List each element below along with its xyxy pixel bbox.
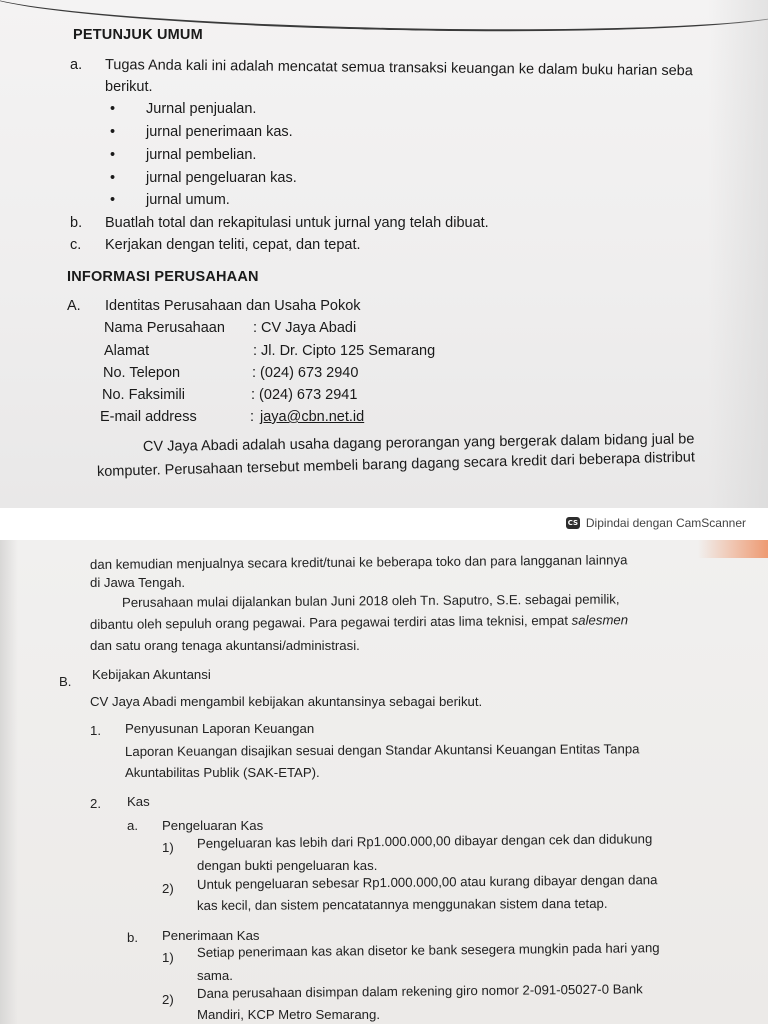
sub-a-1-marker: 1): [162, 840, 174, 855]
paragraph-text: dibantu oleh sepuluh orang pegawai. Para pegawai terdiri atas lima teknisi, empat: [89, 612, 572, 632]
identity-label: No. Faksimili: [102, 387, 185, 403]
company-description-cont: komputer. Perusahaan tersebut membeli barang dagang secara kredit dari beberapa distribut: [96, 449, 696, 480]
section-b-title: Kebijakan Akuntansi: [92, 667, 211, 682]
policy-2-title: Kas: [127, 794, 150, 809]
identity-value-prefix: :: [250, 409, 255, 425]
sub-b-1-text-cont: sama.: [197, 968, 233, 983]
camscanner-label: Dipindai dengan CamScanner: [585, 516, 746, 530]
list-item: jurnal pembelian.: [146, 147, 257, 163]
bullet-icon: •: [110, 170, 116, 186]
item-b-text: Buatlah total dan rekapitulasi untuk jurnal yang telah dibuat.: [105, 215, 489, 231]
sub-a-1-text-cont: dengan bukti pengeluaran kas.: [197, 858, 378, 873]
item-a-marker: a.: [70, 57, 83, 73]
sub-b-marker: b.: [127, 930, 138, 945]
page-edge-shadow: [0, 540, 18, 1024]
email-link[interactable]: jaya@cbn.net.id: [260, 409, 365, 425]
identity-label: Nama Perusahaan: [104, 320, 225, 336]
sub-b-2-text: Dana perusahaan disimpan dalam rekening giro nomor 2-091-05027-0 Bank: [196, 981, 643, 1001]
sub-a-2-text: Untuk pengeluaran sebesar Rp1.000.000,00 atau kurang dibayar dengan dana: [196, 872, 658, 892]
sub-a-1-text: Pengeluaran kas lebih dari Rp1.000.000,00 dibayar dengan cek dan didukung: [196, 831, 653, 851]
policy-1-text-cont: Akuntabilitas Publik (SAK-ETAP).: [125, 765, 320, 780]
item-c-marker: c.: [70, 237, 82, 253]
policy-2-marker: 2.: [90, 796, 101, 811]
paragraph-line: Perusahaan mulai dijalankan bulan Juni 2018 oleh Tn. Saputro, S.E. sebagai pemilik,: [121, 591, 620, 610]
bullet-icon: •: [110, 101, 116, 117]
sub-b-title: Penerimaan Kas: [162, 928, 260, 943]
policy-1-text: Laporan Keuangan disajikan sesuai dengan Standar Akuntansi Keuangan Entitas Tanpa: [124, 741, 640, 759]
list-item: jurnal umum.: [146, 192, 230, 208]
sub-a-marker: a.: [127, 818, 138, 833]
paragraph-line: dan kemudian menjualnya secara kredit/tunai ke beberapa toko dan para langganan lainnya: [89, 552, 628, 572]
section-a-title: Identitas Perusahaan dan Usaha Pokok: [105, 298, 361, 314]
identity-label: E-mail address: [100, 409, 197, 425]
list-item: jurnal pengeluaran kas.: [146, 170, 297, 186]
paragraph-line: dan satu orang tenaga akuntansi/administrasi.: [90, 638, 360, 653]
sub-a-2-text-cont: kas kecil, dan sistem pencatatannya menggunakan sistem dana tetap.: [196, 895, 608, 913]
sub-a-title: Pengeluaran Kas: [162, 818, 264, 833]
sub-b-1-marker: 1): [162, 950, 174, 965]
bullet-icon: •: [110, 192, 116, 208]
sub-b-2-marker: 2): [162, 992, 174, 1007]
sub-b-2-text-cont: Mandiri, KCP Metro Semarang.: [197, 1007, 380, 1022]
paragraph-line: di Jawa Tengah.: [90, 575, 186, 590]
heading-general-instructions: PETUNJUK UMUM: [73, 27, 203, 43]
page-edge-highlight: [698, 540, 768, 558]
item-b-marker: b.: [70, 215, 83, 231]
camscanner-logo-icon: CS: [567, 519, 579, 527]
salesmen-term: salesmen: [571, 612, 629, 628]
bullet-icon: •: [110, 147, 116, 163]
list-item: Jurnal penjualan.: [146, 101, 257, 117]
sub-a-2-marker: 2): [162, 881, 174, 896]
scanner-footer: [0, 508, 768, 540]
policy-intro: CV Jaya Abadi mengambil kebijakan akuntansinya sebagai berikut.: [90, 694, 483, 709]
sub-b-1-text: Setiap penerimaan kas akan disetor ke bank sesegera mungkin pada hari yang: [196, 940, 660, 960]
identity-label: No. Telepon: [103, 365, 181, 381]
item-a-text: Tugas Anda kali ini adalah mencatat semua transaksi keuangan ke dalam buku harian seba: [104, 57, 693, 80]
section-b-marker: B.: [59, 674, 72, 689]
identity-value: : CV Jaya Abadi: [253, 320, 357, 336]
identity-value: : Jl. Dr. Cipto 125 Semarang: [253, 343, 436, 359]
heading-company-info: INFORMASI PERUSAHAAN: [67, 269, 259, 285]
bullet-icon: •: [110, 124, 116, 140]
camscanner-badge: [566, 516, 746, 530]
policy-1-marker: 1.: [90, 723, 101, 738]
section-a-marker: A.: [67, 298, 81, 314]
item-a-text-cont: berikut.: [105, 79, 153, 95]
identity-label: Alamat: [104, 343, 150, 359]
company-description: CV Jaya Abadi adalah usaha dagang perorangan yang bergerak dalam bidang jual be: [142, 431, 695, 455]
paragraph-line: [90, 612, 628, 632]
scanned-page-2: [0, 540, 768, 1024]
identity-value: : (024) 673 2941: [251, 387, 358, 403]
policy-1-title: Penyusunan Laporan Keuangan: [125, 721, 315, 736]
item-c-text: Kerjakan dengan teliti, cepat, dan tepat.: [105, 237, 361, 253]
page-shadow: [708, 0, 768, 508]
identity-value: : (024) 673 2940: [252, 365, 359, 381]
list-item: jurnal penerimaan kas.: [146, 124, 293, 140]
scanned-page-1: [0, 0, 768, 508]
